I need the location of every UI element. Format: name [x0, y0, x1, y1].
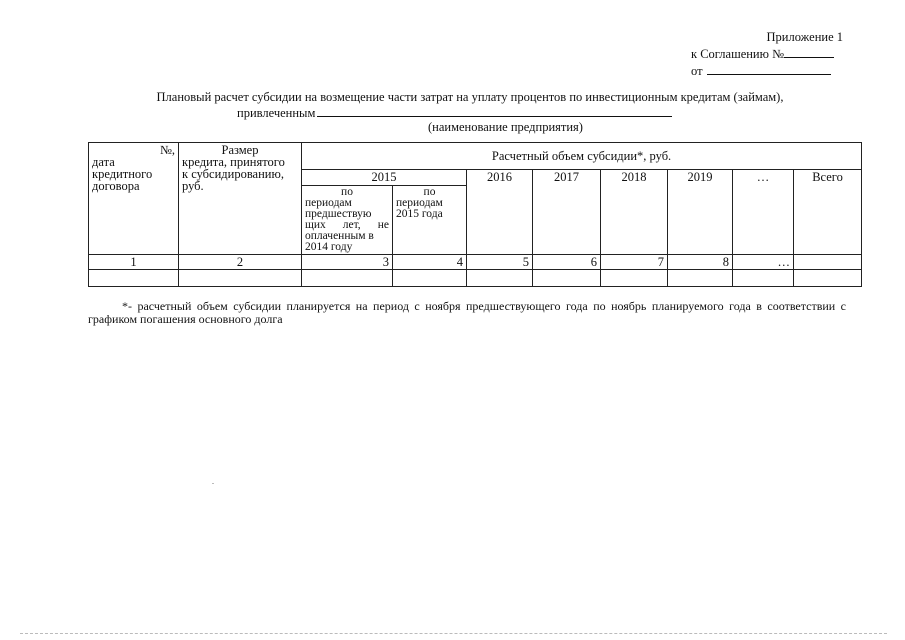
- column-number: 6: [533, 255, 601, 270]
- agreement-number-blank[interactable]: [784, 45, 834, 58]
- table-cell[interactable]: [733, 270, 794, 287]
- agreement-number-line: [643, 45, 843, 62]
- header-prev-periods: [302, 186, 393, 255]
- agreement-date-label: от: [691, 64, 703, 78]
- scan-bottom-rule: [20, 633, 887, 634]
- header-2015-periods: [393, 186, 467, 255]
- table-cell[interactable]: [393, 270, 467, 287]
- header-year-2015: 2015: [302, 170, 467, 186]
- column-number: 4: [393, 255, 467, 270]
- document-title: [100, 90, 840, 134]
- header-credit-line: к субсидированию,: [182, 167, 284, 181]
- column-number: 7: [601, 255, 668, 270]
- header-contract-line: кредитного: [92, 167, 153, 181]
- table-cell[interactable]: [601, 270, 668, 287]
- header-prev-line: 2014 году: [305, 241, 353, 253]
- column-number: 8: [668, 255, 733, 270]
- table-cell[interactable]: [533, 270, 601, 287]
- column-number: 2: [179, 255, 302, 270]
- column-number: …: [733, 255, 794, 270]
- header-contract-line: дата: [92, 155, 115, 169]
- header-2015-line: по: [423, 186, 436, 198]
- table-cell[interactable]: [794, 270, 862, 287]
- header-contract-line: договора: [92, 179, 140, 193]
- header-credit-line: руб.: [182, 179, 204, 193]
- agreement-number-label: к Соглашению №: [691, 47, 785, 61]
- agreement-date-blank[interactable]: [707, 62, 831, 75]
- header-year-2018: 2018: [601, 170, 668, 255]
- header-contract: [89, 143, 179, 255]
- header-subsidy-group: Расчетный объем субсидии*, руб.: [302, 143, 862, 170]
- enterprise-name-caption: (наименование предприятия): [428, 120, 583, 134]
- appendix-title: Приложение 1: [766, 30, 843, 44]
- title-line-2: [100, 104, 840, 120]
- title-line-1: Плановый расчет субсидии на возмещение части затрат на уплату процентов по инвестиционным кредитам (займам),: [156, 90, 784, 104]
- header-year-2019: 2019: [668, 170, 733, 255]
- column-number: 1: [89, 255, 179, 270]
- header-credit-line: Размер: [221, 143, 259, 157]
- header-prev-line: предшествую: [305, 208, 372, 220]
- table-cell[interactable]: [302, 270, 393, 287]
- header-total: Всего: [794, 170, 862, 255]
- table-row: [89, 270, 862, 287]
- enterprise-name-blank[interactable]: [317, 104, 672, 117]
- column-number: 5: [467, 255, 533, 270]
- header-2015-line: 2015 года: [396, 208, 443, 220]
- header-ellipsis: …: [733, 170, 794, 255]
- table-cell[interactable]: [89, 270, 179, 287]
- header-credit-size: [179, 143, 302, 255]
- subsidy-table: [88, 142, 862, 287]
- table-cell[interactable]: [467, 270, 533, 287]
- title-attracted-label: привлеченным: [237, 106, 316, 120]
- header-credit-line: кредита, принятого: [182, 155, 285, 169]
- header-prev-line: оплаченным в: [305, 230, 374, 242]
- header-prev-line: периодам: [305, 197, 352, 209]
- appendix-block: [643, 30, 843, 79]
- column-number: [794, 255, 862, 270]
- column-number: 3: [302, 255, 393, 270]
- scan-speck: [212, 483, 214, 484]
- footnote: *- расчетный объем субсидии планируется на период с ноября предшествующего года по ноябрь планируемого года в соответствии с графиком погашения основного долга: [88, 299, 846, 326]
- table-cell[interactable]: [179, 270, 302, 287]
- header-contract-line: №,: [159, 143, 175, 157]
- header-prev-line: по: [341, 186, 353, 198]
- header-2015-line: периодам: [396, 197, 443, 209]
- column-number-row: [89, 255, 862, 270]
- table-cell[interactable]: [668, 270, 733, 287]
- agreement-date-line: [643, 62, 843, 79]
- header-year-2016: 2016: [467, 170, 533, 255]
- header-year-2017: 2017: [533, 170, 601, 255]
- header-prev-line: щих лет, не: [305, 219, 389, 231]
